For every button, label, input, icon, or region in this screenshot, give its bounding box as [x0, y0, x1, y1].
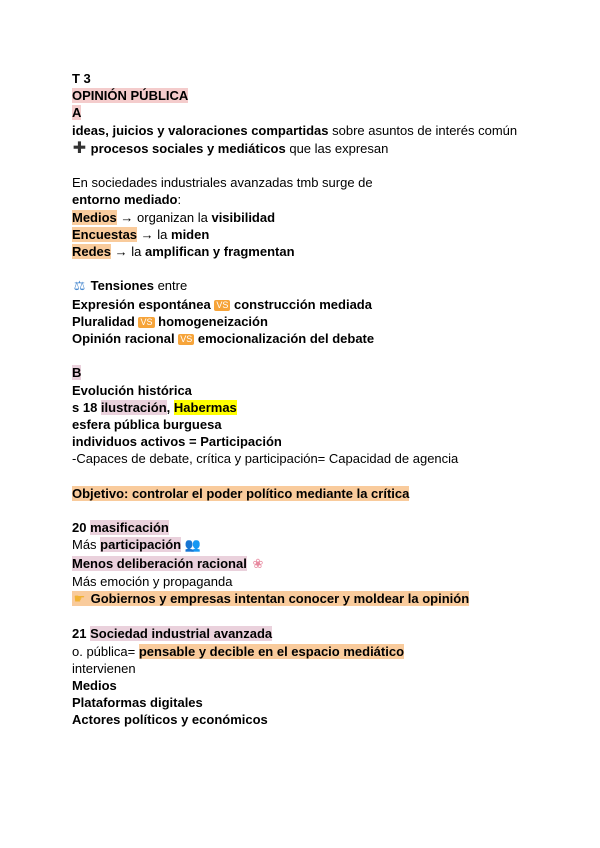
less-deliberation: Menos deliberación racional ❀ [72, 555, 542, 573]
definition-line-1: ideas, juicios y valoraciones compartidas sobre asuntos de interés común [72, 122, 518, 138]
document-title: OPINIÓN PÚBLICA [72, 88, 189, 104]
redes-line: Redes → la amplifican y fragmentan [72, 244, 295, 260]
heavy-plus-icon: ✚ [72, 137, 87, 157]
intervienen-label: intervienen [72, 660, 136, 676]
definition-line-2: ✚ procesos sociales y mediáticos que las expresan [72, 137, 389, 157]
tension-1: Expresión espontánea VS construcción mediada [72, 296, 372, 312]
balance-scale-icon: ⚖ [73, 279, 86, 295]
actor-item: Medios [72, 678, 117, 694]
medios-line: Medios → organizan la visibilidad [72, 209, 276, 225]
historical-evolution: Evolución histórica [72, 382, 192, 398]
industrial-societies-text: En sociedades industriales avanzadas tmb surge de [72, 175, 373, 191]
document-content [72, 70, 542, 729]
agency-capacity: -Capaces de debate, crítica y participación= Capacidad de agencia [72, 451, 459, 467]
vs-badge: VS [216, 299, 229, 310]
active-individuals: individuos activos = Participación [72, 434, 282, 450]
vs-badge: VS [140, 316, 153, 327]
public-opinion-definition: o. pública= pensable y decible en el espacio mediático [72, 643, 405, 659]
section-a-heading: A [72, 105, 82, 121]
people-icon: 👥 [184, 538, 201, 554]
century-18-line: s 18 ilustración, Habermas [72, 399, 237, 415]
governments-line: ☛ Gobiernos y empresas intentan conocer y moldear la opinión [73, 591, 470, 608]
mediated-environment-text: entorno mediado: [72, 192, 182, 208]
more-participation: Más participación 👥 [72, 537, 201, 554]
bourgeois-public-sphere: esfera pública burguesa [72, 417, 222, 433]
actor-item: Actores políticos y económicos [72, 712, 268, 728]
tension-3: Opinión racional VS emocionalización del debate [72, 331, 375, 347]
tensiones-heading: ⚖ Tensiones entre [73, 278, 188, 295]
encuestas-line: Encuestas → la miden [72, 226, 210, 242]
vs-badge: VS [180, 334, 193, 345]
objective-line: Objetivo: controlar el poder político mediante la crítica [72, 485, 410, 501]
pointing-hand-icon: ☛ [73, 592, 86, 608]
century-21-line: 21 Sociedad industrial avanzada [72, 626, 273, 642]
actor-item: Plataformas digitales [72, 695, 203, 711]
topic-number: T 3 [72, 71, 91, 86]
section-b-heading: B [72, 365, 82, 381]
tension-2: Pluralidad VS homogeneización [72, 313, 268, 329]
brain-icon: ❀ [252, 556, 264, 572]
century-20-line: 20 masificación [72, 520, 169, 536]
more-emotion: Más emoción y propaganda [72, 573, 233, 589]
